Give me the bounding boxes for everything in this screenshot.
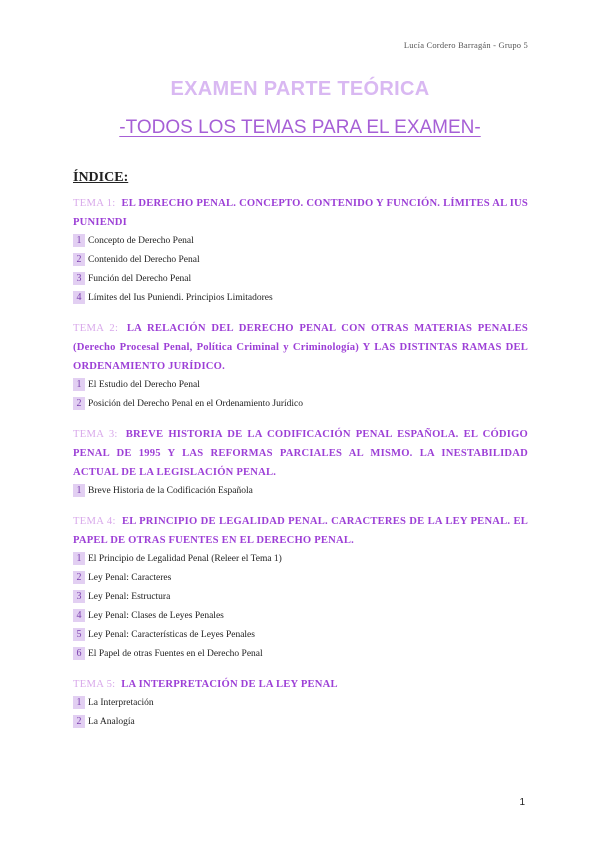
item-number: 6: [73, 647, 85, 660]
tema-4: [73, 512, 528, 664]
item-text: La Interpretación: [88, 698, 154, 708]
tema-heading: [73, 675, 528, 694]
item-text: Ley Penal: Clases de Leyes Penales: [88, 611, 224, 621]
item-text: La Analogía: [88, 717, 135, 727]
list-item: [73, 645, 528, 664]
list-item: [73, 713, 528, 732]
tema-label: TEMA 2:: [73, 323, 119, 334]
list-item: [73, 289, 528, 308]
tema-label: TEMA 3:: [73, 429, 118, 440]
header-author: Lucía Cordero Barragán - Grupo 5: [403, 40, 528, 50]
item-number: 2: [73, 397, 85, 410]
index-list: [73, 194, 528, 743]
item-number: 4: [73, 291, 85, 304]
item-number: 1: [73, 378, 85, 391]
item-text: Breve Historia de la Codificación Española: [88, 486, 253, 496]
tema-heading: [73, 194, 528, 232]
item-number: 5: [73, 628, 85, 641]
item-number: 4: [73, 609, 85, 622]
list-item: [73, 626, 528, 645]
tema-title: LA RELACIÓN DEL DERECHO PENAL CON OTRAS MATERIAS PENALES (Derecho Procesal Penal, Política Criminal y Criminología) Y LAS DISTINTAS RAMAS DEL ORDENAMIENTO JURÍDICO.: [73, 323, 528, 372]
item-number: 2: [73, 253, 85, 266]
tema-title: EL PRINCIPIO DE LEGALIDAD PENAL. CARACTERES DE LA LEY PENAL. EL PAPEL DE OTRAS FUENTES EN EL DERECHO PENAL.: [73, 516, 528, 546]
item-number: 1: [73, 234, 85, 247]
tema-heading: [73, 319, 528, 376]
tema-3: [73, 425, 528, 501]
tema-heading: [73, 425, 528, 482]
index-heading: ÍNDICE:: [73, 170, 129, 185]
list-item: [73, 694, 528, 713]
item-text: Contenido del Derecho Penal: [88, 255, 200, 265]
item-text: El Estudio del Derecho Penal: [88, 380, 200, 390]
item-text: Concepto de Derecho Penal: [88, 236, 194, 246]
document-title: EXAMEN PARTE TEÓRICA: [170, 78, 430, 100]
list-item: [73, 376, 528, 395]
item-number: 1: [73, 696, 85, 709]
tema-label: TEMA 5:: [73, 679, 116, 690]
list-item: [73, 270, 528, 289]
item-text: Función del Derecho Penal: [88, 274, 192, 284]
item-number: 2: [73, 715, 85, 728]
list-item: [73, 395, 528, 414]
tema-title: EL DERECHO PENAL. CONCEPTO. CONTENIDO Y FUNCIÓN. LÍMITES AL IUS PUNIENDI: [73, 198, 528, 228]
document-subtitle: -TODOS LOS TEMAS PARA EL EXAMEN-: [119, 117, 481, 138]
item-number: 3: [73, 590, 85, 603]
item-number: 1: [73, 484, 85, 497]
item-text: Límites del Ius Puniendi. Principios Limitadores: [88, 293, 273, 303]
tema-title: BREVE HISTORIA DE LA CODIFICACIÓN PENAL ESPAÑOLA. EL CÓDIGO PENAL DE 1995 Y LAS REFORMAS PARCIALES AL MISMO. LA INESTABILIDAD ACTUAL DE LA LEGISLACIÓN PENAL.: [73, 429, 528, 478]
item-text: Ley Penal: Caracteres: [88, 573, 172, 583]
list-item: [73, 251, 528, 270]
tema-title: LA INTERPRETACIÓN DE LA LEY PENAL: [121, 679, 338, 690]
item-text: El Papel de otras Fuentes en el Derecho Penal: [88, 649, 263, 659]
item-text: Ley Penal: Estructura: [88, 592, 171, 602]
tema-2: [73, 319, 528, 414]
page-number: 1: [519, 797, 525, 808]
item-text: Ley Penal: Características de Leyes Penales: [88, 630, 255, 640]
tema-label: TEMA 4:: [73, 516, 116, 527]
item-number: 3: [73, 272, 85, 285]
item-text: El Principio de Legalidad Penal (Releer el Tema 1): [88, 554, 282, 564]
list-item: [73, 607, 528, 626]
tema-label: TEMA 1:: [73, 198, 116, 209]
tema-5: [73, 675, 528, 732]
list-item: [73, 550, 528, 569]
list-item: [73, 482, 528, 501]
item-number: 1: [73, 552, 85, 565]
item-number: 2: [73, 571, 85, 584]
list-item: [73, 569, 528, 588]
list-item: [73, 588, 528, 607]
item-text: Posición del Derecho Penal en el Ordenamiento Jurídico: [88, 399, 304, 409]
tema-heading: [73, 512, 528, 550]
list-item: [73, 232, 528, 251]
tema-1: [73, 194, 528, 308]
